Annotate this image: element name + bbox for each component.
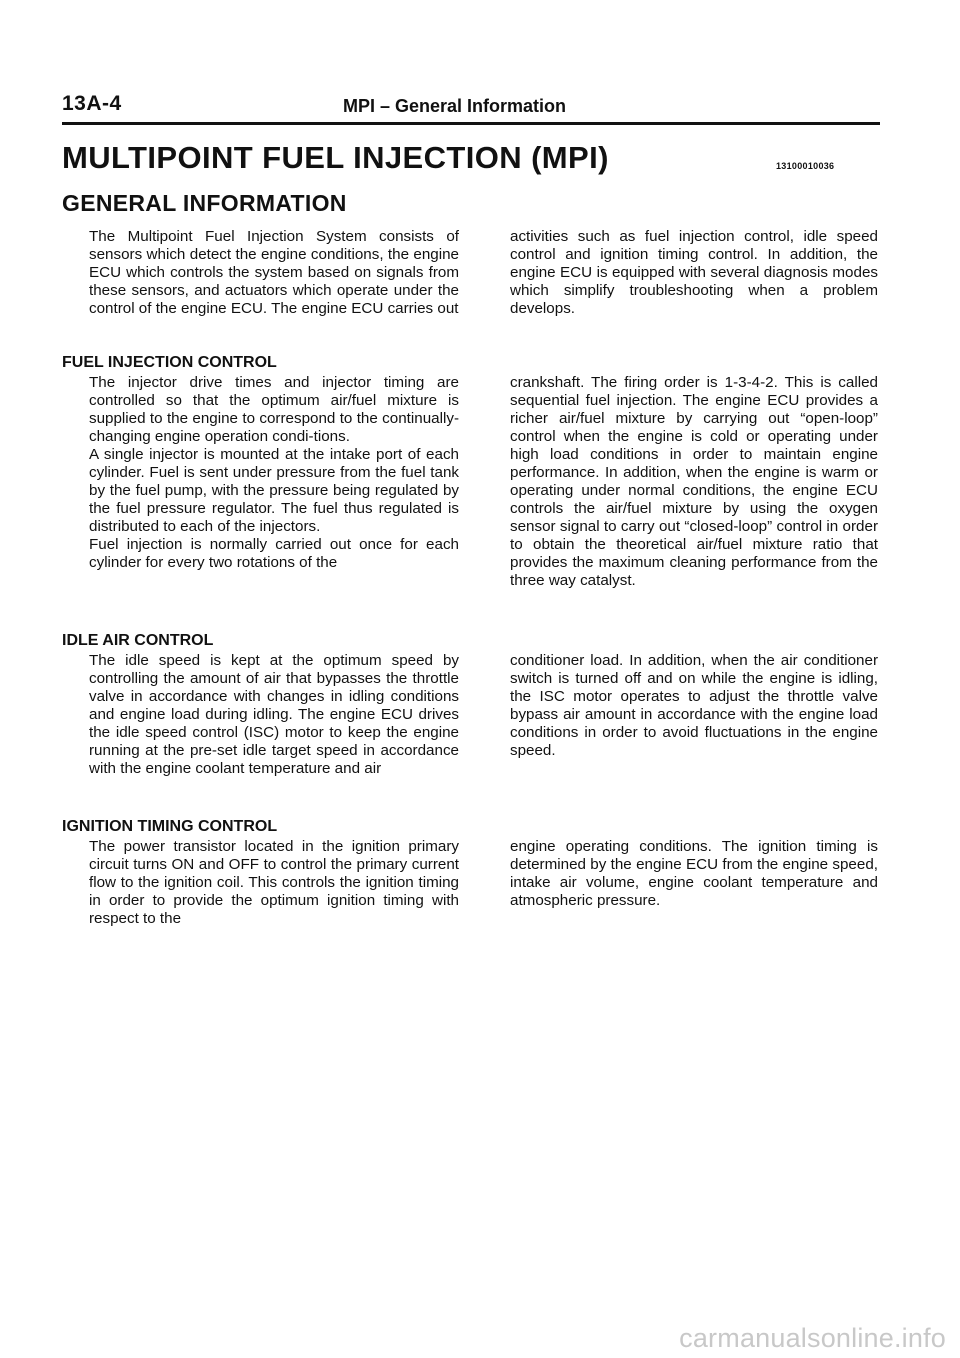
fuel-injection-paragraph-3: Fuel injection is normally carried out once for each cylinder for every two rotations of the — [89, 536, 459, 571]
running-header: MPI – General Information — [343, 96, 567, 116]
header-rule — [62, 122, 880, 125]
ignition-timing-heading: IGNITION TIMING CONTROL — [62, 818, 278, 835]
idle-air-left-column — [89, 652, 459, 778]
page-number: 13A-4 — [62, 92, 122, 115]
idle-air-right-column — [510, 652, 878, 760]
intro-left-text: The Multipoint Fuel Injection System consists of sensors which detect the engine conditions, the engine ECU which controls the system based on signals from these sensors, and actuators which operate under the control of the engine ECU. The engine ECU carries out — [89, 228, 459, 317]
idle-air-right-text: conditioner load. In addition, when the air conditioner switch is turned off and on while the engine is idling, the ISC motor operates to adjust the throttle valve bypass air amount in accordance with the engine load conditions in order to avoid fluctuations in the engine speed. — [510, 652, 878, 759]
fuel-injection-right-column — [510, 374, 878, 590]
intro-right-text: activities such as fuel injection control, idle speed control and ignition timing control. In addition, the engine ECU is equipped with several diagnosis modes which simplify troubleshooting when a problem develops. — [510, 228, 878, 317]
intro-right-column — [510, 228, 878, 318]
idle-air-heading: IDLE AIR CONTROL — [62, 632, 214, 649]
ignition-timing-right-text: engine operating conditions. The ignition timing is determined by the engine ECU from the engine speed, intake air volume, engine coolant temperature and atmospheric pressure. — [510, 838, 878, 909]
page-title: MULTIPOINT FUEL INJECTION (MPI) — [62, 140, 609, 175]
fuel-injection-paragraph-1: The injector drive times and injector timing are controlled so that the optimum air/fuel mixture is supplied to the engine to correspond to the continually-changing engine operation condi-tions. — [89, 374, 459, 445]
fuel-injection-heading: FUEL INJECTION CONTROL — [62, 354, 277, 371]
section-heading: GENERAL INFORMATION — [62, 190, 347, 216]
intro-left-column — [89, 228, 459, 318]
document-code: 13100010036 — [776, 161, 835, 171]
ignition-timing-left-column — [89, 838, 459, 928]
watermark: carmanualsonline.info — [679, 1323, 946, 1353]
ignition-timing-right-column — [510, 838, 878, 910]
fuel-injection-right-text: crankshaft. The firing order is 1-3-4-2. This is called sequential fuel injection. The engine ECU provides a richer air/fuel mixture by carrying out “open-loop” control when the engine is cold or operating under high load conditions in order to maintain engine performance. In addition, when the engine is warm or operating under normal conditions, the engine ECU controls the air/fuel mixture by using the oxygen sensor signal to carry out “closed-loop” control in order to obtain the theoretical air/fuel mixture ratio that provides the maximum cleaning performance from the three way catalyst. — [510, 374, 878, 589]
fuel-injection-paragraph-2: A single injector is mounted at the intake port of each cylinder. Fuel is sent under pressure from the fuel tank by the fuel pump, with the pressure being regulated by the fuel pressure regulator. The fuel thus regulated is distributed to each of the injectors. — [89, 446, 459, 535]
ignition-timing-left-text: The power transistor located in the ignition primary circuit turns ON and OFF to control the primary current flow to the ignition coil. This controls the ignition timing in order to provide the optimum ignition timing with respect to the — [89, 838, 459, 927]
idle-air-left-text: The idle speed is kept at the optimum speed by controlling the amount of air that bypasses the throttle valve in accordance with changes in idling conditions and engine load during idling. The engine ECU drives the idle speed control (ISC) motor to keep the engine running at the pre-set idle target speed in accordance with the engine coolant temperature and air — [89, 652, 459, 777]
fuel-injection-left-column — [89, 374, 459, 572]
